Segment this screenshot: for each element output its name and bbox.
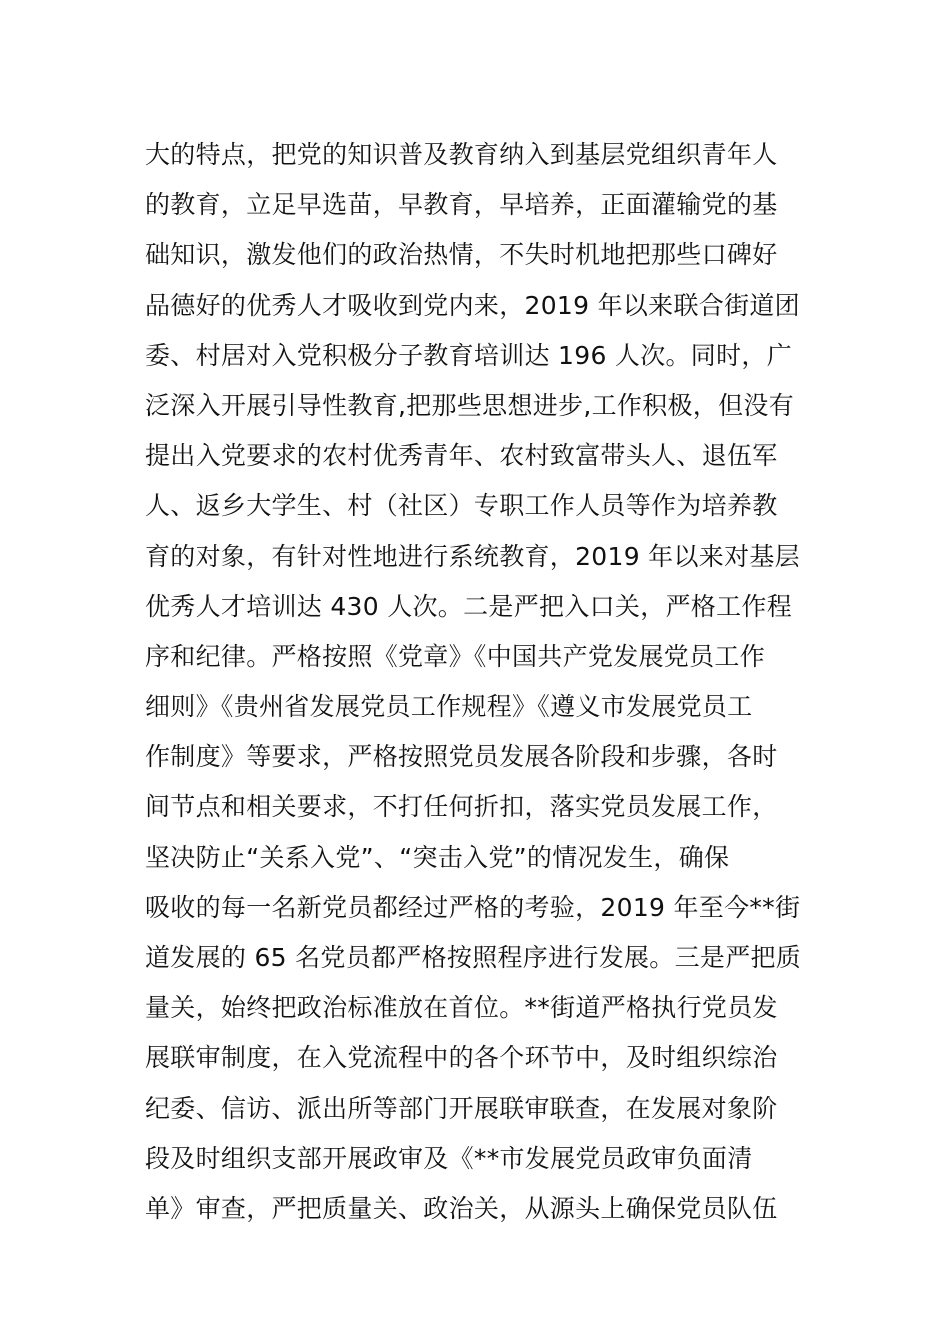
text-line: 础知识，激发他们的政治热情，不失时机地把那些口碑好 bbox=[145, 240, 778, 270]
text-line: 坚决防止“关系入党”、“突击入党”的情况发生，确保 bbox=[145, 842, 730, 872]
text-line: 人、返乡大学生、村（社区）专职工作人员等作为培养教 bbox=[145, 491, 778, 521]
text-line: 提出入党要求的农村优秀青年、农村致富带头人、退伍军 bbox=[145, 441, 778, 471]
text-line: 吸收的每一名新党员都经过严格的考验，2019 年至今**街 bbox=[145, 892, 801, 922]
text-line: 段及时组织支部开展政审及《**市发展党员政审负面清 bbox=[145, 1143, 753, 1173]
text-line: 量关，始终把政治标准放在首位。**街道严格执行党员发 bbox=[145, 993, 778, 1023]
text-line: 间节点和相关要求，不打任何折扣，落实党员发展工作， bbox=[145, 792, 778, 822]
text-line: 细则》《贵州省发展党员工作规程》《遵义市发展党员工 bbox=[145, 692, 753, 722]
text-line: 单》审查，严把质量关、政治关，从源头上确保党员队伍 bbox=[145, 1193, 778, 1223]
text-line: 作制度》等要求，严格按照党员发展各阶段和步骤，各时 bbox=[145, 742, 778, 772]
text-line: 泛深入开展引导性教育,把那些思想进步,工作积极，但没有 bbox=[145, 390, 794, 420]
text-line: 育的对象，有针对性地进行系统教育，2019 年以来对基层 bbox=[145, 541, 800, 571]
text-line: 大的特点，把党的知识普及教育纳入到基层党组织青年人 bbox=[145, 140, 778, 169]
body-text bbox=[145, 130, 815, 1234]
text-line: 道发展的 65 名党员都严格按照程序进行发展。三是严把质 bbox=[145, 943, 802, 972]
text-line: 品德好的优秀人才吸收到党内来，2019 年以来联合街道团 bbox=[145, 290, 800, 320]
text-line: 的教育，立足早选苗，早教育，早培养，正面灌输党的基 bbox=[145, 190, 778, 220]
text-line: 序和纪律。严格按照《党章》《中国共产党发展党员工作 bbox=[145, 641, 766, 671]
text-line: 优秀人才培训达 430 人次。二是严把入口关，严格工作程 bbox=[145, 591, 793, 621]
text-line: 委、村居对入党积极分子教育培训达 196 人次。同时，广 bbox=[145, 340, 793, 370]
text-line: 展联审制度，在入党流程中的各个环节中，及时组织综治 bbox=[145, 1043, 778, 1073]
text-line: 纪委、信访、派出所等部门开展联审联查，在发展对象阶 bbox=[145, 1093, 778, 1123]
